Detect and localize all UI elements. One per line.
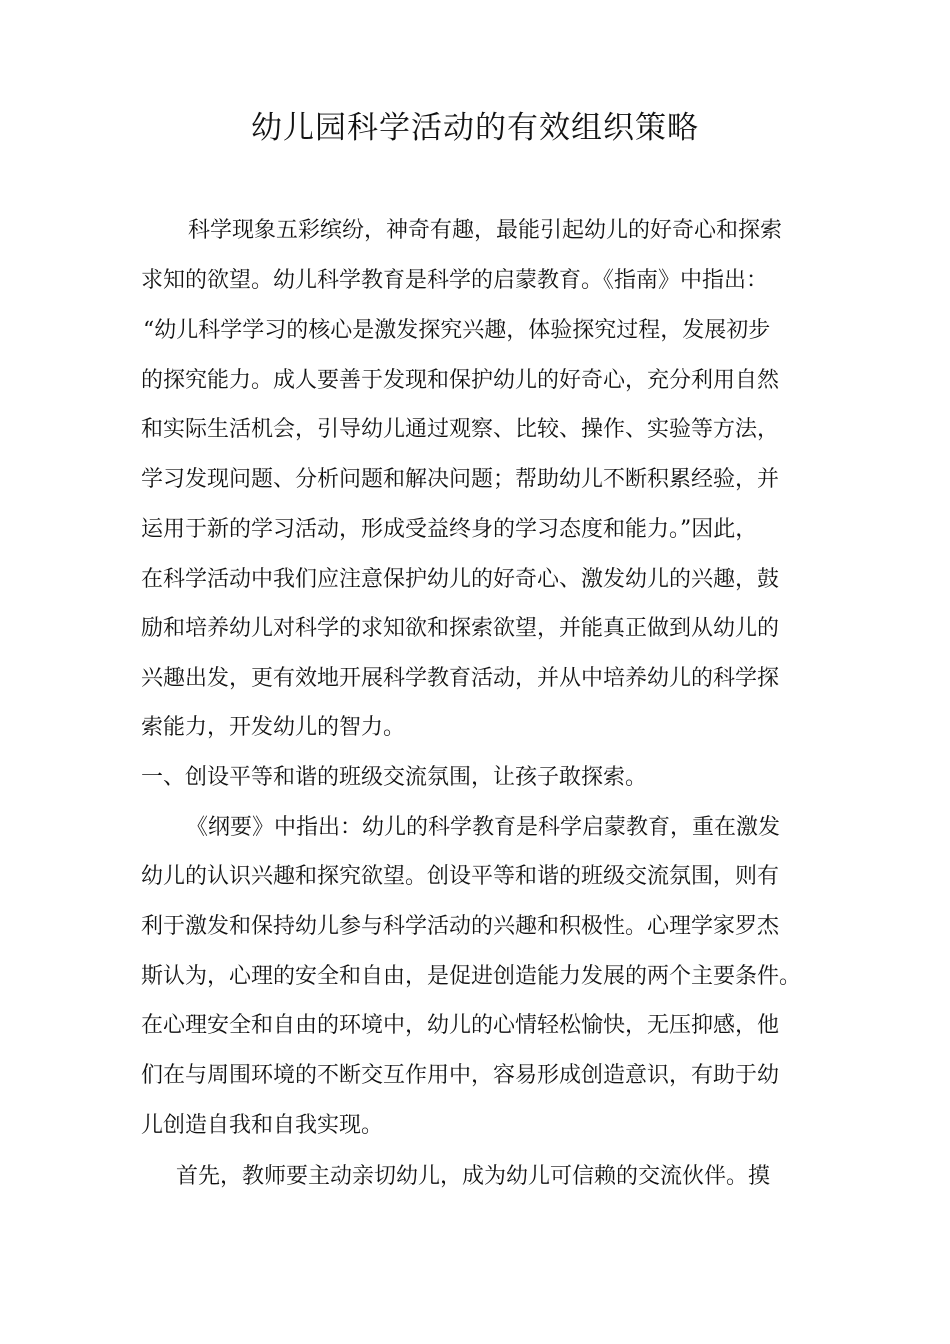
text-line: 们在与周围环境的不断交互作用中，容易形成创造意识，有助于幼	[141, 1063, 780, 1088]
text-line: 斯认为，心理的安全和自由，是促进创造能力发展的两个主要条件。	[141, 964, 802, 989]
text-line: 学习发现问题、分析问题和解决问题；帮助幼儿不断积累经验，并	[141, 467, 780, 492]
text-line: 科学现象五彩缤纷，神奇有趣，最能引起幼儿的好奇心和探索	[188, 218, 783, 243]
section-heading: 一、创设平等和谐的班级交流氛围，让孩子敢探索。	[141, 765, 648, 790]
text-line: 在心理安全和自由的环境中，幼儿的心情轻松愉快，无压抑感，他	[141, 1013, 780, 1038]
text-line: 首先，教师要主动亲切幼儿，成为幼儿可信赖的交流伙伴。摸	[176, 1164, 771, 1189]
text-line: 兴趣出发，更有效地开展科学教育活动，并从中培养幼儿的科学探	[141, 666, 780, 691]
text-line: 励和培养幼儿对科学的求知欲和探索欲望，并能真正做到从幼儿的	[141, 616, 780, 641]
text-line: 运用于新的学习活动，形成受益终身的学习态度和能力。”因此，	[141, 517, 758, 542]
text-line: 《纲要》中指出：幼儿的科学教育是科学启蒙教育，重在激发	[186, 815, 781, 840]
text-line: 求知的欲望。幼儿科学教育是科学的启蒙教育。《指南》中指出：	[141, 268, 769, 293]
text-line: 和实际生活机会，引导幼儿通过观察、比较、操作、实验等方法，	[141, 417, 780, 442]
text-line: 在科学活动中我们应注意保护幼儿的好奇心、激发幼儿的兴趣，鼓	[141, 567, 780, 592]
text-line: 幼儿的认识兴趣和探究欲望。创设平等和谐的班级交流氛围，则有	[141, 864, 780, 889]
text-line: 的探究能力。成人要善于发现和保护幼儿的好奇心，充分利用自然	[141, 368, 780, 393]
text-line: 儿创造自我和自我实现。	[141, 1113, 384, 1138]
text-line: 利于激发和保持幼儿参与科学活动的兴趣和积极性。心理学家罗杰	[141, 914, 780, 939]
document-title: 幼儿园科学活动的有效组织策略	[251, 110, 699, 146]
text-line: 索能力，开发幼儿的智力。	[141, 715, 406, 740]
text-line: “幼儿科学学习的核心是激发探究兴趣，体验探究过程，发展初步	[143, 318, 771, 343]
